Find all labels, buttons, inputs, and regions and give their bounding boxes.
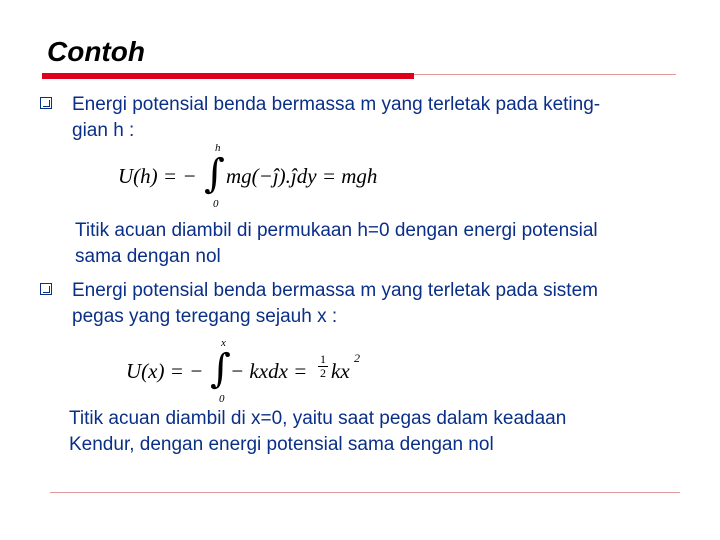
fraction-half: [318, 353, 328, 380]
title-underline-accent: [42, 73, 414, 79]
title-underline-rule: [414, 74, 676, 75]
formula-1-integrand: mg(−ĵ).ĵdy = mgh: [226, 164, 378, 188]
checkbox-bullet-icon: [40, 97, 52, 109]
formula-spring-potential: [126, 335, 386, 405]
bullet-1-line-2: gian h :: [72, 120, 135, 141]
footer-rule: [50, 492, 680, 493]
formula-2-rhs: kx: [331, 359, 350, 383]
note-1-line-2: sama dengan nol: [75, 246, 221, 267]
integral-lower-limit: 0: [219, 393, 225, 405]
integral-upper-limit: x: [221, 337, 226, 349]
formula-gravitational-potential: [118, 140, 418, 210]
note-2-line-1: Titik acuan diambil di x=0, yaitu saat pegas dalam keadaan: [69, 408, 567, 429]
fraction-denominator: 2: [320, 366, 326, 380]
integral-sign: ∫: [210, 346, 231, 392]
integral-upper-limit: h: [215, 142, 221, 154]
formula-1-lhs: U(h) = −: [118, 164, 197, 188]
bullet-1-line-1: Energi potensial benda bermassa m yang terletak pada keting-: [72, 94, 601, 115]
note-2-line-2: Kendur, dengan energi potensial sama dengan nol: [69, 434, 494, 455]
bullet-2-line-1: Energi potensial benda bermassa m yang terletak pada sistem: [72, 280, 598, 301]
slide-title: Contoh: [47, 36, 145, 67]
formula-2-exponent: 2: [354, 351, 360, 365]
formula-2-integrand: − kxdx =: [230, 359, 308, 383]
fraction-numerator: 1: [320, 352, 326, 366]
bullet-2-line-2: pegas yang teregang sejauh x :: [72, 306, 338, 327]
note-1-line-1: Titik acuan diambil di permukaan h=0 dengan energi potensial: [75, 220, 598, 241]
integral-lower-limit: 0: [213, 198, 219, 210]
integral-sign: ∫: [204, 151, 225, 197]
checkbox-bullet-icon: [40, 283, 52, 295]
formula-2-lhs: U(x) = −: [126, 359, 204, 383]
